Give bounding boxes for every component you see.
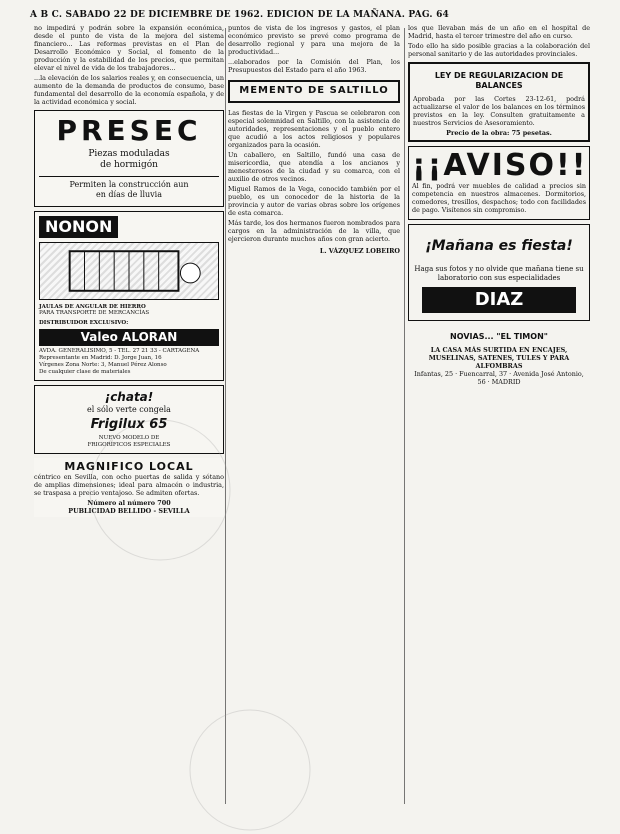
- nonon-product-image: [39, 242, 219, 300]
- middle-paragraph-5: Miguel Ramos de la Vega, conocido también por el pueblo, es un conocedor de la historia de la provincia y autor de varias obras sobre los orígenes de esta comarca.: [228, 184, 400, 217]
- nonon-addr3: Vírgenes Zona Norte: 3, Manuel Pérez Alonso: [39, 361, 167, 368]
- local-pub: PUBLICIDAD BELLIDO - SEVILLA: [68, 507, 190, 516]
- presec-line3: Permiten la construcción aun: [39, 176, 219, 190]
- nonon-addr4: De cualquier clase de materiales: [39, 368, 131, 375]
- local-title: MAGNIFICO LOCAL: [64, 459, 194, 473]
- nonon-seller-label: DISTRIBUIDOR EXCLUSIVO:: [39, 320, 129, 327]
- presec-line2: de hormigón: [100, 160, 158, 171]
- chata-line2: NUEVO MODELO DE: [98, 434, 160, 441]
- manana-ad: [408, 224, 590, 322]
- nonon-addr1: AVDA. GENERALISIMO, 5 - TEL. 27 21 33 - CARTAGENA: [39, 348, 200, 355]
- novias-ad: [408, 325, 590, 389]
- section-title: MEMENTO DE SALTILLO: [239, 85, 389, 96]
- right-paragraph-1: los que llevaban más de un año en el hospital de Madrid, hasta el tercer trimestre del año en curso.: [408, 24, 590, 40]
- presec-logo: PRESEC: [56, 114, 202, 147]
- chata-title: ¡chata!: [104, 389, 154, 404]
- manana-line1: Haga sus fotos y no olvide que mañana tiene su laboratorio con sus especialidades: [414, 265, 584, 282]
- section-title-box: [228, 80, 400, 103]
- nonon-sub1: JAULAS DE ANGULAR DE HIERRO: [39, 303, 146, 310]
- presec-line4: en días de lluvia: [95, 189, 163, 199]
- middle-signature: L. VÁZQUEZ LOBEIRO: [319, 246, 400, 255]
- column-rule-2: [404, 28, 405, 804]
- right-paragraph-2: Todo ello ha sido posible gracias a la colaboración del personal sanitario y de las autoridades provinciales.: [408, 42, 590, 58]
- chata-ad: [34, 385, 224, 454]
- nonon-addr2: Representante en Madrid: D. Jorge Juan, 16: [39, 355, 162, 361]
- novias-line1: LA CASA MÁS SURTIDA EN ENCAJES, MUSELINAS, SATENES, TULES Y PARA ALFOMBRAS: [428, 346, 570, 370]
- middle-paragraph-4: Un caballero, en Saltillo, fundó una casa de misericordia, que atendía a los ancianos y menesterosos de la ciudad y su comarca, con el auxilio de otros vecinos.: [228, 150, 400, 183]
- law-title: LEY DE REGULARIZACION DE BALANCES: [434, 71, 564, 90]
- local-ad: [34, 458, 224, 518]
- chata-brand: Frigilux 65: [90, 416, 168, 432]
- nonon-seller: Valeo ALORAN: [39, 329, 219, 346]
- chata-line3: FRIGORÍFICOS ESPECIALES: [87, 441, 171, 448]
- presec-line1: Piezas moduladas: [88, 149, 170, 159]
- nonon-sub2: PARA TRANSPORTE DE MERCANCÍAS: [39, 310, 150, 317]
- nonon-ad: [34, 211, 224, 381]
- law-ad: [408, 62, 590, 142]
- nonon-logo: NONON: [39, 216, 118, 238]
- aviso-ad: [408, 146, 590, 220]
- novias-title: NOVIAS... "EL TIMON": [450, 332, 548, 341]
- novias-address: Infantas, 25 · Fuencarral, 37 · Avenida José Antonio, 56 · MADRID: [414, 370, 584, 386]
- aviso-title: ¡¡AVISO!!: [412, 148, 588, 183]
- local-ref: Número al número 700: [87, 499, 171, 508]
- presec-ad: [34, 110, 224, 207]
- manana-brand: DIAZ: [422, 287, 576, 314]
- middle-column: [228, 24, 400, 810]
- column-rule-1: [225, 28, 226, 804]
- chata-line1: el sólo verte congela: [87, 404, 171, 414]
- middle-paragraph-6: Más tarde, los dos hermanos fueron nombrados para cargos en la administración de la villa, que ejercieron durante muchos años con gran acierto.: [228, 218, 400, 243]
- page-header: A B C. SABADO 22 DE DICIEMBRE DE 1962. EDICION DE LA MAÑANA. PAG. 64: [30, 10, 450, 20]
- right-column: [408, 24, 590, 810]
- cage-icon: [40, 243, 218, 299]
- left-paragraph-1: no impedirá y podrán sobre la expansión económica, desde el punto de vista de la mejora del sistema financiero... Las reformas previstas en el Plan de Desarrollo Económico y Social, el fomento de la producción y la estabilidad de los precios, que permitan elevar el nivel de vida de los trabajadores...: [34, 24, 224, 72]
- middle-paragraph-2: ...elaborados por la Comisión del Plan, los Presupuestos del Estado para el año 1963.: [228, 58, 400, 74]
- aviso-text: Al fin, podrá ver muebles de calidad a precios sin competencia en nuestros almacenes. Dormitorios, comedores, tresillos, despachos; todo con facilidades de pago. Visítenos sin compromiso.: [412, 181, 586, 214]
- left-column: [34, 24, 224, 810]
- manana-title: ¡Mañana es fiesta!: [425, 237, 573, 254]
- law-foot: Precio de la obra: 75 pesetas.: [446, 129, 552, 137]
- law-text: Aprobada por las Cortes 23-12-61, podrá actualizarse el valor de los balances en los términos previstos en la ley. Consulten gratuitamente a nuestros Servicios de Asesoramiento.: [413, 95, 585, 127]
- left-paragraph-2: ...la elevación de los salarios reales y, en consecuencia, un aumento de la demanda de productos de consumo, base fundamental del desarrollo de la economía española, y de la actividad económica y social.: [34, 74, 224, 106]
- local-text: céntrico en Sevilla, con ocho puertas de salida y sótano de amplias dimensiones; ideal para almacén o industria, se traspasa a precio ventajoso. Se admiten ofertas.: [34, 473, 224, 498]
- middle-paragraph-3: Las fiestas de la Virgen y Pascua se celebraron con especial solemnidad en Saltillo, con la asistencia de autoridades, representaciones y el pueblo entero que acudió a los actos religiosos y populares organizados para la ocasión.: [228, 108, 400, 149]
- middle-paragraph-1: puntos de vista de los ingresos y gastos, el plan económico previsto se prevé como programa de desarrollo regional y para una mejora de la productividad...: [228, 24, 400, 56]
